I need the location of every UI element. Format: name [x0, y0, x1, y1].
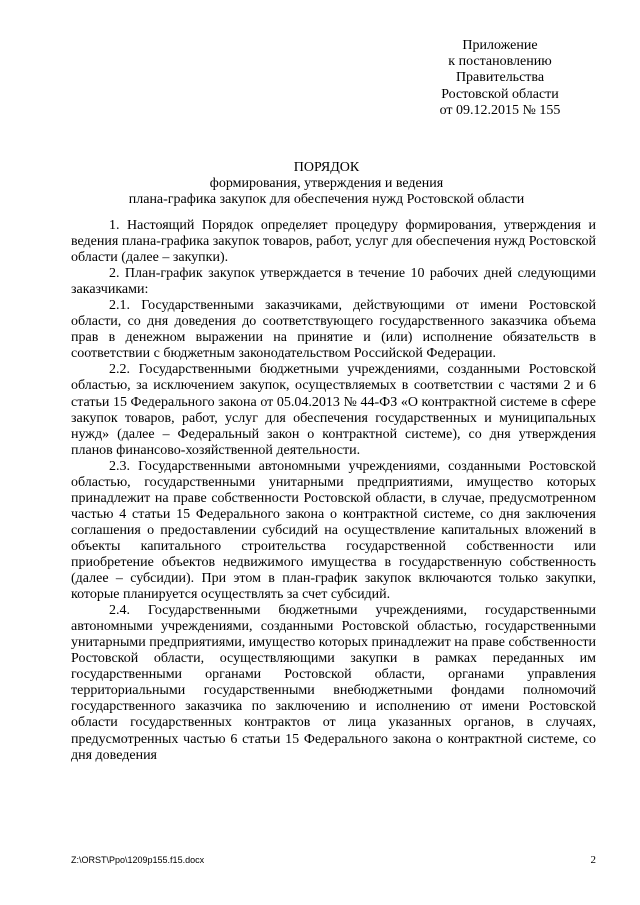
- document-title: [70, 160, 583, 209]
- appendix-block: [425, 38, 575, 119]
- appendix-line: Приложение: [462, 38, 538, 53]
- title-subtitle-line: формирования, утверждения и ведения: [209, 176, 444, 192]
- paragraph-1: 1. Настоящий Порядок определяет процедуру формирования, утверждения и ведения плана-графика закупок товаров, работ, услуг для обеспечения нужд Ростовской области (далее – закупки).: [71, 218, 596, 266]
- document-body: [71, 218, 596, 764]
- paragraph-2-4: 2.4. Государственными бюджетными учреждениями, государственными автономными учреждениями, созданными Ростовской областью, государственными унитарными предприятиями, имущество которых принадлежит на праве собственности Ростовской области, осуществляющими закупки в рамках переданных им государственными органами Ростовской области, органами управления территориальными государственными внебюджетными фондами полномочий государственного заказчика по заключению и исполнению от имени Ростовской области государственных контрактов от лица указанных органов, в случаях, предусмотренных частью 6 статьи 15 Федерального закона о контрактной системе, со дня доведения: [71, 603, 597, 763]
- title-subtitle-line: плана-графика закупок для обеспечения нужд Ростовской области: [128, 192, 525, 208]
- title-heading: ПОРЯДОК: [293, 160, 360, 175]
- file-path: Z:\ORST\Ppo\1209p155.f15.docx: [71, 855, 205, 865]
- paragraph-2-1: 2.1. Государственными заказчиками, действующими от имени Ростовской области, со дня доведения до соответствующего государственного заказчика объема прав в денежном выражении на принятие и (или) исполнение обязательств в соответствии с бюджетным законодательством Российской Федерации.: [71, 298, 596, 362]
- appendix-line: Правительства: [455, 70, 545, 86]
- paragraph-2-3: 2.3. Государственными автономными учреждениями, созданными Ростовской областью, государственными унитарными предприятиями, имущество которых принадлежит на праве собственности Ростовской области, в случае, предусмотренном частью 4 статьи 15 Федерального закона о контрактной системе, со дня заключения соглашения о предоставлении субсидий на осуществление капитальных вложений в объекты капитального строительства государственной собственности или приобретение объектов недвижимого имущества в государственную собственность (далее – субсидии). При этом в план-график закупок включаются только закупки, которые планируется осуществлять за счет субсидий.: [71, 458, 596, 603]
- paragraph-2-2: 2.2. Государственными бюджетными учреждениями, созданными Ростовской областью, за исключением закупок, осуществляемых в соответствии с частями 2 и 6 статьи 15 Федерального закона от 05.04.2013 № 44-ФЗ «О контрактной системе в сфере закупок товаров, работ, услуг для обеспечения государственных и муниципальных нужд» (далее – Федеральный закон о контрактной системе), со дня утверждения планов финансово-хозяйственной деятельности.: [71, 362, 596, 458]
- appendix-line: от 09.12.2015 № 155: [439, 102, 561, 118]
- paragraph-2: 2. План-график закупок утверждается в течение 10 рабочих дней следующими заказчиками:: [71, 266, 596, 298]
- page-number: 2: [590, 854, 596, 866]
- appendix-line: Ростовской области: [441, 86, 559, 102]
- appendix-line: к постановлению: [448, 54, 552, 70]
